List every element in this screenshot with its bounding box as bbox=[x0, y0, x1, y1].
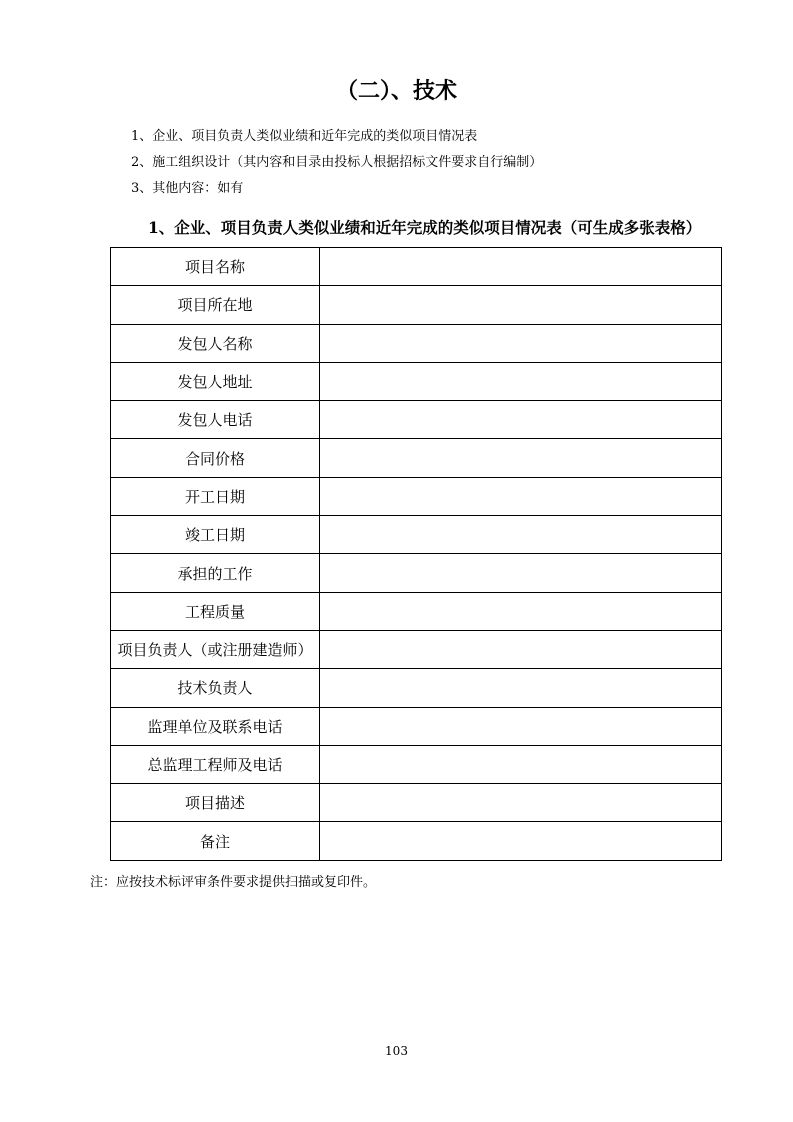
row-label: 开工日期 bbox=[111, 477, 320, 515]
table-row bbox=[111, 745, 722, 783]
row-value-cell[interactable] bbox=[320, 745, 722, 783]
row-label: 项目名称 bbox=[111, 248, 320, 286]
row-label: 监理单位及联系电话 bbox=[111, 707, 320, 745]
similar-projects-table bbox=[110, 247, 722, 861]
row-value-cell[interactable] bbox=[320, 707, 722, 745]
contents-list bbox=[131, 124, 542, 202]
table-row bbox=[111, 707, 722, 745]
table-row bbox=[111, 362, 722, 400]
table-row bbox=[111, 669, 722, 707]
table-row bbox=[111, 592, 722, 630]
contents-item: 1、企业、项目负责人类似业绩和近年完成的类似项目情况表 bbox=[131, 129, 478, 144]
row-label: 合同价格 bbox=[111, 439, 320, 477]
row-value-cell[interactable] bbox=[320, 324, 722, 362]
table-row bbox=[111, 784, 722, 822]
table-row bbox=[111, 822, 722, 860]
row-label: 竣工日期 bbox=[111, 516, 320, 554]
table-row bbox=[111, 554, 722, 592]
table-row bbox=[111, 248, 722, 286]
row-value-cell[interactable] bbox=[320, 822, 722, 860]
row-label: 工程质量 bbox=[111, 592, 320, 630]
row-value-cell[interactable] bbox=[320, 592, 722, 630]
table-row bbox=[111, 477, 722, 515]
row-value-cell[interactable] bbox=[320, 630, 722, 668]
table-row bbox=[111, 516, 722, 554]
page-title: （二）、技术 bbox=[335, 79, 457, 104]
contents-item: 3、其他内容：如有 bbox=[131, 181, 244, 196]
row-label: 项目负责人（或注册建造师） bbox=[111, 630, 320, 668]
table-row bbox=[111, 286, 722, 324]
row-label: 总监理工程师及电话 bbox=[111, 745, 320, 783]
row-label: 项目描述 bbox=[111, 784, 320, 822]
row-label: 备注 bbox=[111, 822, 320, 860]
row-value-cell[interactable] bbox=[320, 669, 722, 707]
row-value-cell[interactable] bbox=[320, 439, 722, 477]
row-label: 承担的工作 bbox=[111, 554, 320, 592]
row-label: 发包人电话 bbox=[111, 401, 320, 439]
row-value-cell[interactable] bbox=[320, 401, 722, 439]
table-row bbox=[111, 439, 722, 477]
section-heading: 1、企业、项目负责人类似业绩和近年完成的类似项目情况表（可生成多张表格） bbox=[148, 218, 702, 237]
row-label: 项目所在地 bbox=[111, 286, 320, 324]
footnote: 注：应按技术标评审条件要求提供扫描或复印件。 bbox=[90, 875, 377, 890]
table-row bbox=[111, 401, 722, 439]
table-row bbox=[111, 630, 722, 668]
row-value-cell[interactable] bbox=[320, 362, 722, 400]
row-value-cell[interactable] bbox=[320, 286, 722, 324]
row-value-cell[interactable] bbox=[320, 477, 722, 515]
row-value-cell[interactable] bbox=[320, 516, 722, 554]
row-label: 发包人名称 bbox=[111, 324, 320, 362]
contents-item: 2、施工组织设计（其内容和目录由投标人根据招标文件要求自行编制） bbox=[131, 155, 543, 170]
page-number: 103 bbox=[385, 1044, 408, 1058]
row-label: 技术负责人 bbox=[111, 669, 320, 707]
row-label: 发包人地址 bbox=[111, 362, 320, 400]
row-value-cell[interactable] bbox=[320, 784, 722, 822]
table-row bbox=[111, 324, 722, 362]
row-value-cell[interactable] bbox=[320, 248, 722, 286]
row-value-cell[interactable] bbox=[320, 554, 722, 592]
